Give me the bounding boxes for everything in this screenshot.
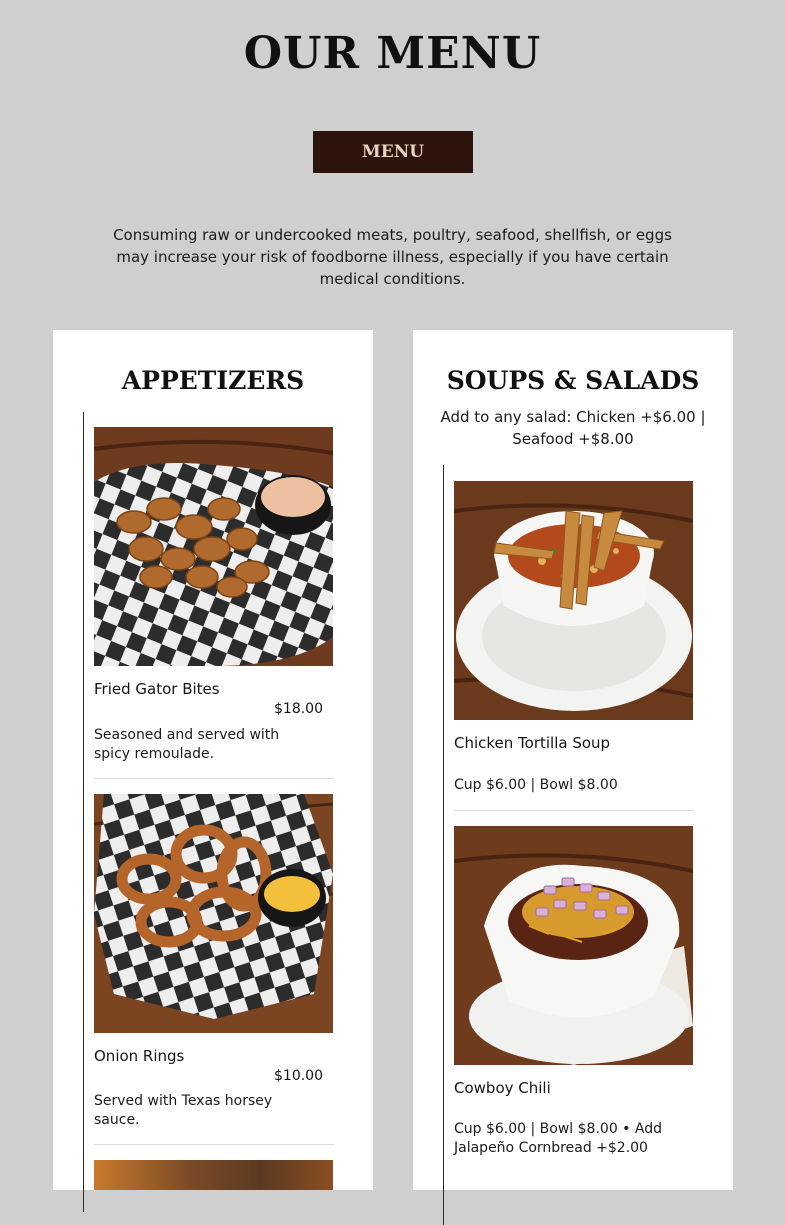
item-name: Onion Rings xyxy=(94,1047,185,1065)
page-title: OUR MENU xyxy=(243,28,542,79)
menu-button[interactable] xyxy=(313,131,473,173)
fried-gator-bites-photo xyxy=(94,427,333,666)
food-safety-disclaimer: Consuming raw or undercooked meats, poultry, seafood, shellfish, or eggs may increase your risk of foodborne illness, especially if you have certain medical conditions. xyxy=(113,226,672,288)
soups-salads-card xyxy=(413,330,733,1190)
appetizers-heading: APPETIZERS xyxy=(121,366,305,395)
item-divider xyxy=(94,778,334,779)
soups-salads-heading: SOUPS & SALADS xyxy=(446,366,700,395)
item-price: Cup $6.00 | Bowl $8.00 xyxy=(454,777,618,793)
chicken-tortilla-soup-photo xyxy=(454,481,693,720)
item-divider xyxy=(454,810,694,811)
item-divider xyxy=(94,1144,334,1145)
appetizers-card xyxy=(53,330,373,1190)
item-description: Seasoned and served with spicy remoulade. xyxy=(94,727,280,762)
onion-rings-photo xyxy=(94,794,333,1033)
appetizers-list-border xyxy=(83,412,84,1212)
item-price: $18.00 xyxy=(274,701,323,717)
next-appetizer-photo xyxy=(94,1160,333,1190)
item-price: $10.00 xyxy=(274,1068,323,1084)
item-name: Cowboy Chili xyxy=(454,1079,551,1097)
menu-button-label: MENU xyxy=(361,142,425,162)
item-price: Cup $6.00 | Bowl $8.00 • Add Jalapeño Cornbread +$2.00 xyxy=(454,1121,662,1156)
item-name: Chicken Tortilla Soup xyxy=(454,734,611,752)
item-name: Fried Gator Bites xyxy=(94,680,220,698)
soups-list-border xyxy=(443,465,444,1225)
item-description: Served with Texas horsey sauce. xyxy=(94,1093,273,1128)
cowboy-chili-photo xyxy=(454,826,693,1065)
salad-addon-note: Add to any salad: Chicken +$6.00 | Seafood +$8.00 xyxy=(440,408,706,448)
